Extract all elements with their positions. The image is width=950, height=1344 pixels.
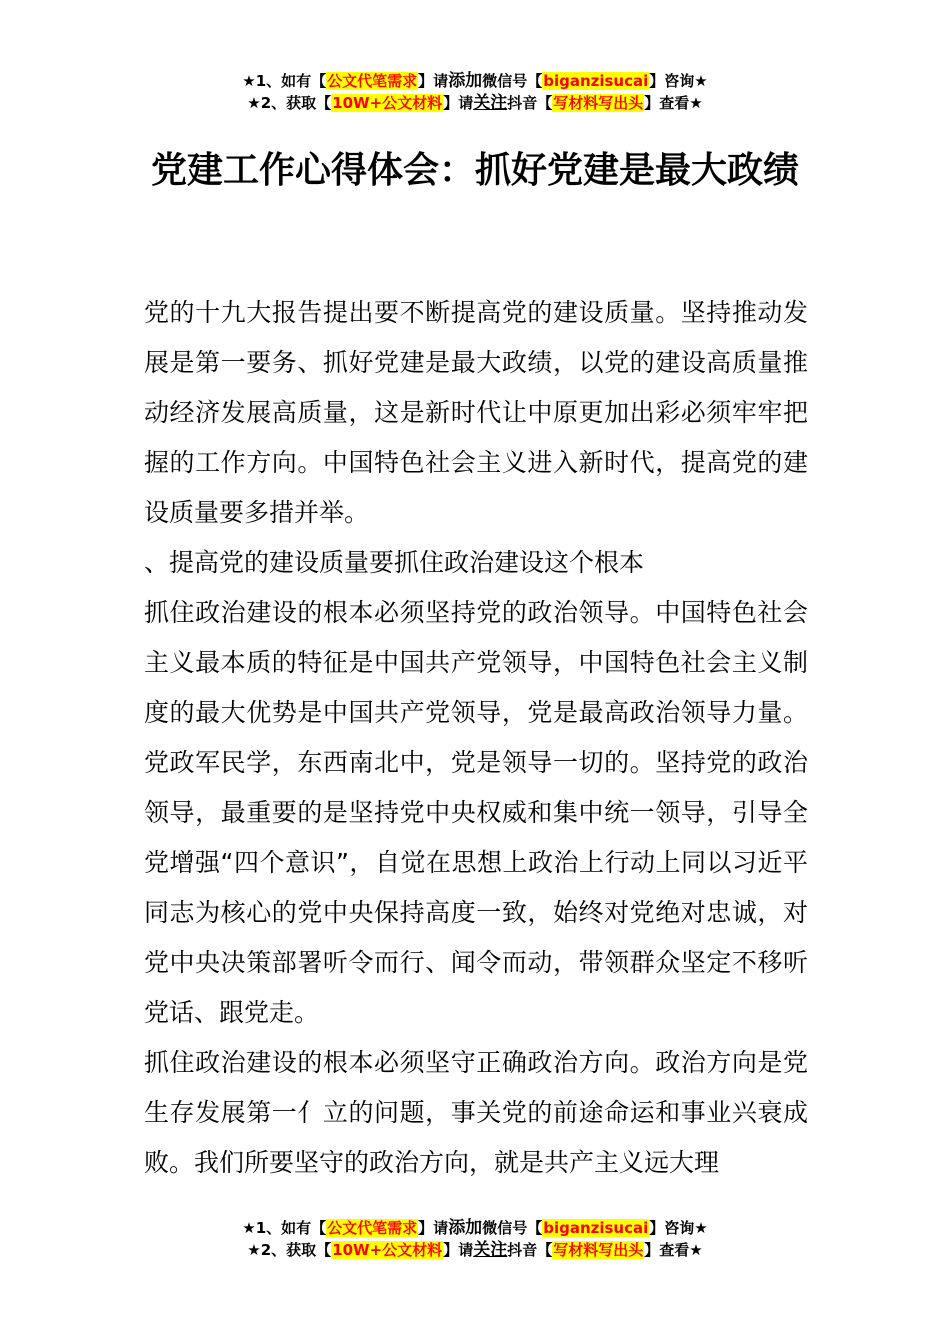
banner-line-1: ★1、如有【公文代笔需求】请添加微信号【biganzisucai】咨询★ xyxy=(242,1218,708,1238)
banner-line-2: ★2、获取【10W+公文材料】请关注抖音【写材料写出头】查看★ xyxy=(247,1240,703,1260)
banner-line-1: ★1、如有【公文代笔需求】请添加微信号【biganzisucai】咨询★ xyxy=(242,71,708,91)
materials-highlight: 10W+公文材料 xyxy=(332,1241,443,1259)
douyin-highlight: 写材料写出头 xyxy=(553,1241,644,1259)
paragraph: 抓住政治建设的根本必须坚守正确政治方向。政治方向是党生存发展第一亻立的问题，事关党的前途命运和事业兴衰成败。我们所要坚守的政治方向，就是共产主义远大理 xyxy=(144,1048,808,1177)
page-title: 党建工作心得体会：抓好党建是最大政绩 xyxy=(150,150,799,191)
footer-banner xyxy=(0,1217,950,1261)
section-heading: 、提高党的建设质量要抓住政治建设这个根本 xyxy=(144,548,645,577)
materials-highlight: 10W+公文材料 xyxy=(332,94,443,112)
service-highlight: 公文代笔需求 xyxy=(327,72,418,90)
document-body xyxy=(144,288,808,1188)
service-highlight: 公文代笔需求 xyxy=(327,1219,418,1237)
wechat-id-highlight: biganzisucai xyxy=(543,72,649,90)
banner-line-2: ★2、获取【10W+公文材料】请关注抖音【写材料写出头】查看★ xyxy=(247,93,703,113)
wechat-id-highlight: biganzisucai xyxy=(543,1219,649,1237)
douyin-highlight: 写材料写出头 xyxy=(553,94,644,112)
paragraph: 抓住政治建设的根本必须坚持党的政治领导。中国特色社会主义最本质的特征是中国共产党领导，中国特色社会主义制度的最大优势是中国共产党领导，党是最高政治领导力量。党政军民学，东西南北中，党是领导一切的。坚持党的政治领导，最重要的是坚持党中央权威和集中统一领导，引导全党增强“四个意识”，自觉在思想上政治上行动上同以习近平同志为核心的党中央保持高度一致，始终对党绝对忠诚，对党中央决策部署听令而行、闻令而动，带领群众坚定不移听党话、跟党走。 xyxy=(144,598,808,1027)
paragraph: 党的十九大报告提出要不断提高党的建设质量。坚持推动发展是第一要务、抓好党建是最大政绩，以党的建设高质量推动经济发展高质量，这是新时代让中原更加出彩必须牢牢把握的工作方向。中国特色社会主义进入新时代，提高党的建设质量要多措并举。 xyxy=(144,298,808,527)
header-banner xyxy=(0,70,950,114)
